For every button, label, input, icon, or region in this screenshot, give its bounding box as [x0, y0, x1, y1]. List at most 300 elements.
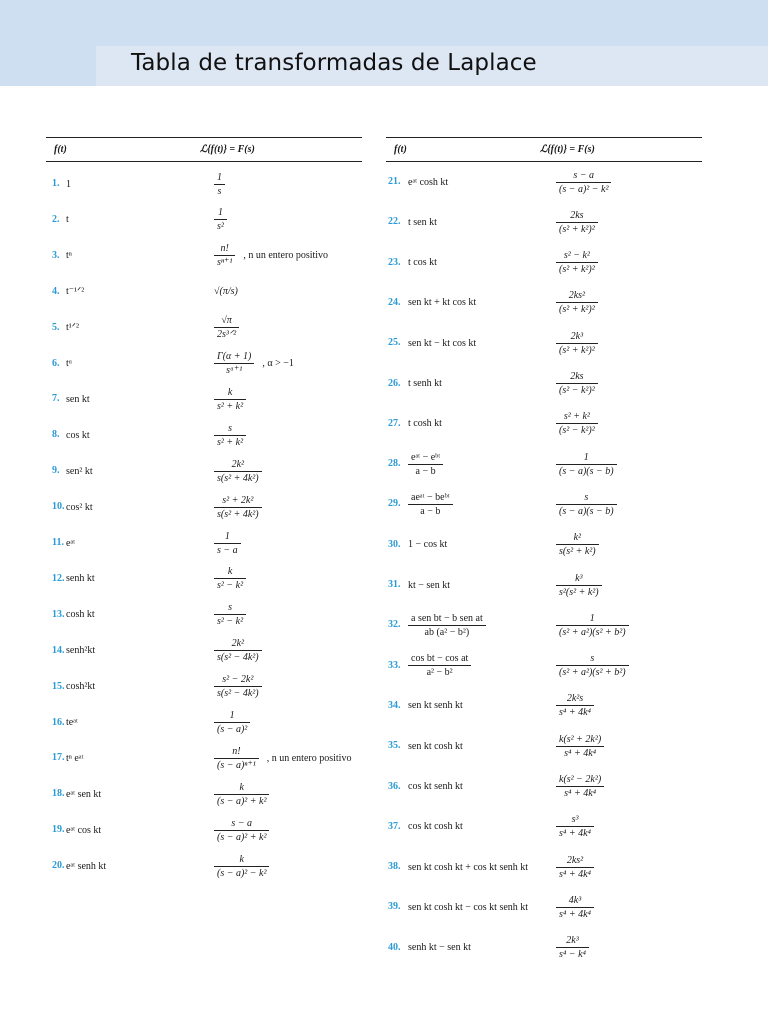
function-cell [408, 849, 528, 885]
transform-cell [556, 245, 598, 281]
table-row [386, 849, 702, 885]
function-fraction [408, 451, 443, 478]
transform-cell [556, 849, 594, 885]
transform-denominator: (s − a)(s − b) [559, 465, 614, 477]
row-number: 10. [52, 501, 65, 513]
transform-denominator: (s − a)² − k² [559, 183, 609, 195]
table-row [46, 238, 362, 274]
transform-cell [214, 310, 239, 346]
table-row [46, 669, 362, 705]
row-number: 31. [388, 579, 401, 590]
table-row [46, 453, 362, 489]
function-cell [66, 381, 90, 417]
transform-fraction [214, 458, 262, 485]
transform-fraction [556, 491, 617, 518]
transform-denominator: (s² + a²)(s² + b²) [559, 667, 626, 679]
transform-denominator: s [217, 185, 222, 197]
function-text: cos kt cosh kt [408, 821, 463, 833]
header-ft: f(t) [54, 144, 67, 155]
transform-numerator: 2k³ [556, 934, 589, 948]
transform-cell [214, 669, 262, 705]
transform-cell [214, 166, 225, 202]
function-cell [66, 310, 79, 346]
function-text: cos kt [66, 429, 90, 441]
transform-numerator: Γ(α + 1) [214, 350, 254, 364]
function-text: tⁿ eᵃᵗ [66, 752, 84, 764]
function-text: cosh²kt [66, 681, 96, 693]
table-row [386, 809, 702, 845]
function-fraction [408, 612, 486, 639]
function-cell [408, 486, 453, 522]
transform-cell [214, 489, 262, 525]
transform-numerator: n! [214, 242, 235, 256]
table-row [386, 325, 702, 361]
transform-cell [556, 889, 594, 925]
function-text: cos² kt [66, 501, 93, 513]
transform-cell [214, 812, 269, 848]
row-number: 9. [52, 465, 60, 477]
table-row [46, 812, 362, 848]
transform-denominator: (s − a)² [217, 724, 248, 735]
transform-fraction [556, 813, 594, 840]
table-right [386, 137, 702, 961]
row-number: 13. [52, 608, 65, 620]
transform-fraction [556, 773, 604, 800]
transform-numerator: 2ks [556, 370, 598, 384]
function-text: sen kt + kt cos kt [408, 297, 477, 309]
transform-fraction [556, 330, 598, 357]
function-text: cosh kt [66, 609, 95, 621]
table-row [386, 446, 702, 482]
transform-fraction [214, 422, 246, 449]
function-text: t⁻¹ᐟ² [66, 286, 85, 298]
function-cell [66, 561, 95, 597]
transform-cell [556, 648, 629, 684]
function-text: cos kt senh kt [408, 781, 463, 792]
row-number: 6. [52, 357, 60, 369]
function-cell [66, 848, 106, 884]
transform-cell [214, 525, 241, 561]
transform-cell [556, 769, 604, 805]
function-text: t sen kt [408, 216, 437, 228]
transform-numerator: s² − 2k² [214, 673, 262, 687]
transform-numerator: n! [214, 745, 259, 759]
transform-fraction [556, 289, 598, 316]
transform-fraction [214, 853, 269, 880]
function-text: eᵃᵗ cosh kt [408, 176, 449, 188]
transform-fraction [214, 242, 235, 269]
transform-fraction [556, 612, 629, 639]
transform-fraction [214, 817, 269, 844]
function-text: eᵃᵗ senh kt [66, 860, 107, 872]
function-cell [408, 688, 463, 724]
row-number: 23. [388, 256, 401, 268]
transform-numerator: s³ [556, 813, 594, 827]
function-text: tⁿ [66, 250, 72, 262]
transform-denominator: (s² + k²)² [559, 344, 595, 356]
table-row [386, 688, 702, 724]
table-row [46, 597, 362, 633]
transform-numerator: k(s² + 2k²) [556, 733, 604, 747]
table-row [386, 930, 702, 966]
transform-fraction [556, 410, 598, 437]
table-row [46, 740, 362, 776]
table-row [386, 204, 702, 240]
transform-numerator: 2k² [214, 458, 262, 472]
transform-cell [556, 285, 598, 321]
table-row [46, 848, 362, 884]
table-row [386, 406, 702, 442]
transform-numerator: s − a [556, 169, 611, 183]
row-number: 3. [52, 249, 60, 261]
function-text: kt − sen kt [408, 579, 451, 591]
table-row [386, 527, 702, 563]
function-fraction [408, 652, 471, 679]
transform-cell [214, 453, 262, 489]
condition-text: , n un entero positivo [266, 752, 352, 764]
function-cell [408, 889, 528, 925]
transform-denominator: s(s² + k²) [559, 546, 596, 558]
transform-denominator: (s − a)(s − b) [559, 505, 614, 517]
row-number: 2. [52, 213, 60, 225]
header-fs: ℒ{f(t)} = F(s) [540, 144, 595, 155]
table-row [46, 633, 362, 669]
row-number: 22. [388, 216, 401, 228]
table-row [386, 889, 702, 925]
transform-numerator: k [214, 853, 269, 867]
transform-numerator: s² − k² [556, 249, 598, 263]
function-denominator: a² − b² [426, 667, 453, 679]
row-number: 21. [388, 176, 401, 187]
function-cell [408, 769, 463, 805]
transform-cell [214, 597, 246, 633]
transform-numerator: s − a [214, 817, 269, 831]
table-row [386, 648, 702, 684]
row-number: 14. [52, 644, 65, 656]
row-number: 7. [52, 393, 60, 405]
row-number: 34. [388, 699, 401, 711]
function-cell [408, 446, 443, 482]
transform-numerator: s [214, 422, 246, 436]
transform-fraction [556, 249, 598, 276]
row-number: 38. [388, 861, 401, 873]
transform-cell [556, 204, 598, 240]
transform-cell [214, 381, 246, 417]
header-fs: ℒ{f(t)} = F(s) [200, 144, 255, 155]
row-number: 24. [388, 296, 401, 308]
table-row [386, 486, 702, 522]
transform-numerator: √π [214, 314, 239, 328]
row-number: 40. [388, 941, 401, 953]
function-cell [66, 346, 72, 382]
table-row [386, 245, 702, 281]
table-row [386, 607, 702, 643]
function-text: tᵅ [66, 358, 72, 369]
transform-denominator: s⁴ + 4k⁴ [559, 868, 592, 880]
row-number: 4. [52, 285, 60, 297]
row-number: 19. [52, 824, 65, 836]
function-numerator: eᵃᵗ − eᵇᵗ [408, 451, 443, 465]
table-row [386, 728, 702, 764]
transform-cell [214, 202, 227, 238]
transform-denominator: s²(s² + k²) [559, 586, 599, 598]
transform-cell [214, 417, 246, 453]
function-cell [66, 166, 71, 202]
row-number: 8. [52, 429, 60, 441]
transform-text: √(π/s) [214, 286, 238, 298]
function-cell [408, 245, 437, 281]
function-cell [66, 776, 101, 812]
transform-numerator: k³ [556, 572, 602, 586]
transform-numerator: k² [556, 531, 599, 545]
row-number: 39. [388, 901, 401, 913]
transform-numerator: 2ks² [556, 289, 598, 303]
table-row [46, 202, 362, 238]
transform-cell [556, 728, 604, 764]
table-row [46, 776, 362, 812]
transform-fraction [214, 673, 262, 700]
transform-fraction [214, 637, 262, 664]
transform-cell [556, 930, 589, 966]
table-row [46, 381, 362, 417]
function-text: senh kt [66, 573, 95, 585]
table-row [46, 705, 362, 741]
row-number: 15. [52, 680, 65, 692]
table-header [386, 137, 702, 162]
table-row [386, 567, 702, 603]
transform-cell [556, 164, 611, 200]
function-denominator: a − b [420, 505, 441, 517]
transform-numerator: 1 [214, 206, 227, 220]
transform-numerator: 4k³ [556, 894, 594, 908]
transform-numerator: 2k³ [556, 330, 598, 344]
table-row [386, 366, 702, 402]
row-number: 16. [52, 716, 65, 728]
transform-fraction [214, 565, 246, 592]
transform-denominator: s⁴ + 4k⁴ [559, 828, 592, 840]
function-cell [408, 930, 471, 966]
transform-numerator: 2k²s [556, 692, 594, 706]
transform-numerator: s [556, 652, 629, 666]
function-cell [408, 366, 442, 402]
table-row [46, 561, 362, 597]
transform-denominator: (s² − k²)² [559, 425, 595, 437]
table-row [386, 285, 702, 321]
transform-numerator: s² + k² [556, 410, 598, 424]
condition-text: , α > −1 [262, 358, 294, 369]
transform-fraction [214, 781, 269, 808]
transform-cell [556, 325, 598, 361]
function-text: t senh kt [408, 378, 442, 389]
transform-fraction [214, 314, 239, 341]
transform-numerator: 1 [214, 171, 225, 185]
transform-denominator: (s² + k²)² [559, 264, 595, 276]
function-cell [66, 812, 101, 848]
transform-fraction [214, 494, 262, 521]
row-number: 12. [52, 572, 65, 584]
transform-fraction [556, 894, 594, 921]
function-cell [408, 567, 450, 603]
transform-cell [214, 633, 262, 669]
transform-cell [556, 366, 598, 402]
row-number: 28. [388, 458, 401, 470]
function-cell [66, 669, 95, 705]
transform-denominator: s² [217, 221, 224, 233]
function-text: eᵃᵗ sen kt [66, 788, 102, 800]
transform-cell [556, 809, 594, 845]
function-cell [408, 809, 463, 845]
transform-denominator: s⁴ + 4k⁴ [559, 707, 592, 719]
transform-denominator: (s² − k²)² [559, 385, 595, 396]
row-number: 5. [52, 321, 60, 333]
transform-numerator: 1 [214, 530, 241, 544]
condition-text: , n un entero positivo [243, 250, 329, 262]
function-cell [408, 648, 471, 684]
transform-numerator: 2ks [556, 209, 598, 223]
table-row [46, 525, 362, 561]
function-text: eᵃᵗ cos kt [66, 824, 102, 836]
transform-cell [556, 567, 602, 603]
transform-fraction [214, 386, 246, 413]
transform-numerator: 2ks² [556, 854, 594, 868]
table-row [46, 417, 362, 453]
function-cell [66, 238, 72, 274]
transform-denominator: (s − a)² − k² [217, 867, 267, 879]
row-number: 20. [52, 860, 65, 872]
transform-cell [556, 607, 629, 643]
function-text: sen² kt [66, 465, 93, 477]
function-text: senh kt − sen kt [408, 942, 471, 954]
table-row [46, 274, 362, 310]
table-row [386, 164, 702, 200]
transform-denominator: s − a [217, 544, 238, 556]
function-text: eᵃᵗ [66, 537, 76, 549]
transform-denominator: (s − a)² + k² [217, 795, 267, 807]
transform-cell [556, 527, 599, 563]
transform-fraction [214, 206, 227, 233]
function-cell [66, 597, 95, 633]
table-row [386, 769, 702, 805]
transform-fraction [214, 745, 259, 772]
transform-fraction [556, 733, 604, 760]
function-cell [66, 705, 78, 741]
row-number: 18. [52, 788, 65, 800]
function-cell [66, 417, 90, 453]
function-numerator: cos bt − cos at [408, 652, 471, 666]
transform-denominator: (s − a)ⁿ⁺¹ [217, 759, 256, 771]
transform-cell [214, 705, 250, 741]
row-number: 17. [52, 752, 65, 764]
transform-fraction [556, 370, 598, 397]
function-cell [66, 525, 75, 561]
transform-numerator: s [214, 601, 246, 615]
row-number: 37. [388, 820, 401, 832]
transform-numerator: 2k² [214, 637, 262, 651]
function-text: sen kt cosh kt + cos kt senh kt [408, 861, 529, 873]
function-text: senh²kt [66, 645, 96, 657]
function-cell [66, 274, 84, 310]
transform-numerator: k(s² − 2k²) [556, 773, 604, 787]
transform-fraction [214, 709, 250, 736]
row-number: 35. [388, 740, 401, 752]
row-number: 33. [388, 659, 401, 671]
transform-fraction [556, 652, 629, 679]
function-text: t¹ᐟ² [66, 322, 80, 334]
page-title: Tabla de transformadas de Laplace [131, 50, 537, 76]
function-text: t [66, 214, 69, 226]
function-cell [408, 607, 486, 643]
table-row [46, 489, 362, 525]
transform-fraction [556, 169, 611, 196]
function-text: t cosh kt [408, 418, 442, 430]
transform-numerator: 1 [556, 451, 617, 465]
transform-cell [556, 406, 598, 442]
function-cell [66, 489, 93, 525]
function-text: 1 [66, 178, 71, 190]
transform-denominator: s(s² − 4k²) [217, 688, 259, 700]
transform-fraction [214, 350, 254, 377]
row-number: 27. [388, 417, 401, 429]
table-header [46, 137, 362, 162]
function-text: 1 − cos kt [408, 539, 448, 551]
function-cell [408, 204, 437, 240]
function-cell [408, 164, 448, 200]
transform-fraction [556, 934, 589, 961]
function-cell [66, 202, 69, 238]
header-ft: f(t) [394, 144, 407, 155]
row-number: 1. [52, 178, 60, 189]
transform-denominator: s⁴ − k⁴ [559, 949, 587, 961]
transform-numerator: 1 [214, 709, 250, 723]
function-numerator: a sen bt − b sen at [408, 612, 486, 626]
transform-cell [214, 238, 328, 274]
transform-denominator: (s² + k²)² [559, 223, 595, 235]
function-text: sen kt cosh kt [408, 740, 463, 752]
transform-fraction [556, 692, 594, 719]
transform-denominator: s⁴ + 4k⁴ [564, 747, 597, 759]
function-cell [408, 728, 463, 764]
transform-denominator: s(s² + 4k²) [217, 472, 259, 484]
function-text: t cos kt [408, 257, 437, 269]
transform-numerator: k [214, 781, 269, 795]
transform-denominator: (s² + k²)² [559, 304, 595, 316]
row-number: 29. [388, 498, 401, 510]
transform-denominator: s² + k² [217, 400, 244, 412]
transform-cell [556, 446, 617, 482]
transform-numerator: s [556, 491, 617, 505]
transform-denominator: sⁿ⁺¹ [217, 257, 233, 269]
transform-cell [214, 346, 294, 382]
row-number: 36. [388, 780, 401, 792]
function-denominator: a − b [415, 465, 436, 477]
row-number: 30. [388, 538, 401, 550]
function-cell [66, 453, 93, 489]
transform-denominator: (s − a)² + k² [217, 831, 267, 843]
transform-denominator: s² − k² [217, 580, 244, 592]
transform-cell [556, 688, 594, 724]
transform-cell [214, 274, 238, 310]
transform-fraction [214, 601, 246, 628]
function-denominator: ab (a² − b²) [424, 626, 470, 638]
function-cell [66, 633, 95, 669]
row-number: 26. [388, 377, 401, 389]
function-numerator: aeᵃᵗ − beᵇᵗ [408, 491, 453, 505]
transform-cell [214, 561, 246, 597]
function-cell [408, 285, 476, 321]
transform-denominator: (s² + a²)(s² + b²) [559, 626, 626, 638]
transform-fraction [556, 854, 594, 881]
transform-fraction [214, 530, 241, 557]
